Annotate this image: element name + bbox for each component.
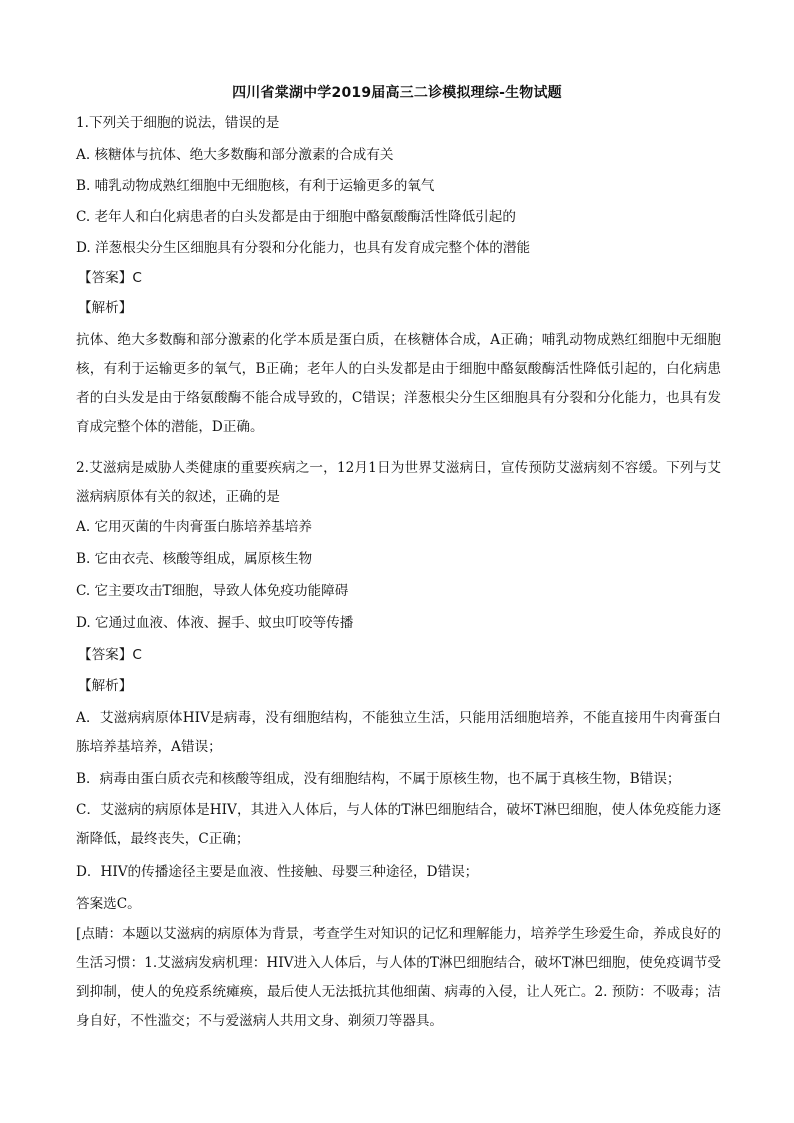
question-1-option-b: B. 哺乳动物成熟红细胞中无细胞核，有利于运输更多的氧气 (76, 178, 435, 194)
page-title: 四川省棠湖中学2019届高三二诊模拟理综-生物试题 (232, 85, 562, 101)
question-1-analysis: 抗体、绝大多数酶和部分激素的化学本质是蛋白质，在核糖体合成，A正确；哺乳动物成熟红细胞中无细胞核，有利于运输更多的氧气，B正确；老年人的白头发都是由于细胞中酪氨酸酶活性降低引起的，白化病患者的白头发是由于络氨酸酶不能合成导致的，C错误；洋葱根尖分生区细胞具有分裂和分化能力，也具有发育成完整个体的潜能，D正确。 (76, 332, 721, 435)
question-2-analysis-d: D．HIV的传播途径主要是血液、性接触、母婴三种途径，D错误； (76, 864, 479, 880)
question-1-analysis-label: 【解析】 (78, 300, 133, 316)
question-2-comment: [点睛：本题以艾滋病的病原体为背景，考查学生对知识的记忆和理解能力，培养学生珍爱生命，养成良好的生活习惯：1.艾滋病发病机理：HIV进入人体后，与人体的T淋巴细胞结合，破坏T淋巴细胞，使免疫调节受到抑制，使人的免疫系统瘫痪，最后使人无法抵抗其他细菌、病毒的入侵，让人死亡。2. 预防：不吸毒；洁身自好，不性滥交；不与爱滋病人共用文身、剃须刀等器具。 (76, 926, 721, 1029)
question-2-stem: 2.艾滋病是威胁人类健康的重要疾病之一，12月1日为世界艾滋病日，宣传预防艾滋病刻不容缓。下列与艾滋病病原体有关的叙述，正确的是 (76, 460, 721, 505)
question-2-answer: 【答案】C (78, 647, 142, 663)
question-2-option-b: B. 它由衣壳、核酸等组成，属原核生物 (76, 551, 313, 567)
question-2-option-c: C. 它主要攻击T细胞，导致人体免疫功能障碍 (76, 583, 349, 599)
question-1-answer: 【答案】C (78, 270, 142, 286)
question-2-conclusion: 答案选C。 (76, 896, 141, 912)
question-2-option-d: D. 它通过血液、体液、握手、蚊虫叮咬等传播 (76, 615, 354, 631)
question-1-option-c: C. 老年人和白化病患者的白头发都是由于细胞中酪氨酸酶活性降低引起的 (76, 209, 516, 225)
question-2-analysis-b: B．病毒由蛋白质衣壳和核酸等组成，没有细胞结构，不属于原核生物，也不属于真核生物，B错误； (76, 771, 681, 787)
question-1-option-d: D. 洋葱根尖分生区细胞具有分裂和分化能力，也具有发育成完整个体的潜能 (76, 240, 531, 256)
question-1-option-a: A. 核糖体与抗体、绝大多数酶和部分激素的合成有关 (76, 147, 394, 163)
question-2-analysis-label: 【解析】 (78, 678, 133, 694)
question-2-analysis-a: A．艾滋病病原体HIV是病毒，没有细胞结构，不能独立生活，只能用活细胞培养，不能直接用牛肉膏蛋白胨培养基培养，A错误； (76, 710, 721, 755)
question-2-option-a: A. 它用灭菌的牛肉膏蛋白胨培养基培养 (76, 519, 312, 535)
question-1-stem: 1.下列关于细胞的说法，错误的是 (76, 115, 280, 131)
question-2-analysis-c: C．艾滋病的病原体是HIV，其进入人体后，与人体的T淋巴细胞结合，破坏T淋巴细胞，使人体免疫能力逐渐降低，最终丧失，C正确； (76, 802, 721, 847)
